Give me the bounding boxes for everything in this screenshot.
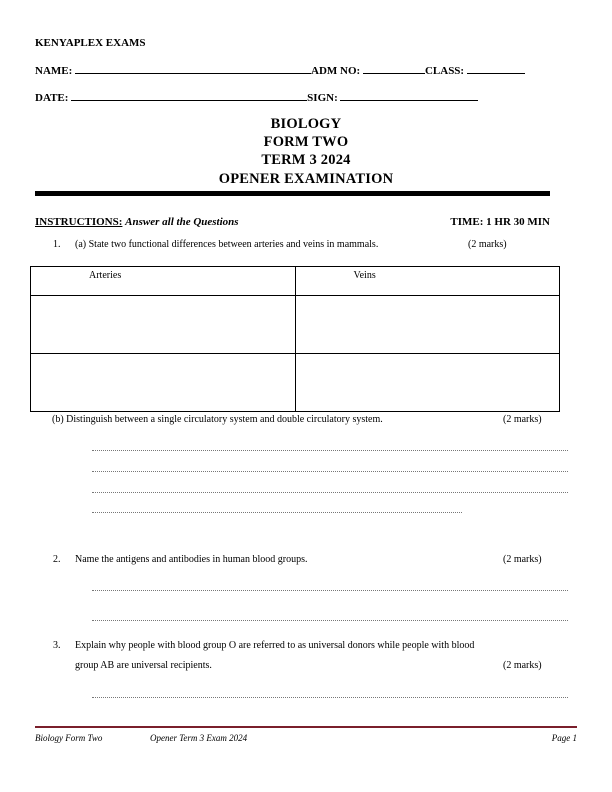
footer-rule — [35, 726, 577, 728]
answer-line[interactable] — [92, 471, 568, 472]
instructions-text: Answer all the Questions — [125, 216, 239, 228]
answer-line[interactable] — [92, 620, 568, 621]
answer-cell[interactable] — [31, 296, 296, 354]
q2-number: 2. — [53, 554, 61, 565]
q1b-text: (b) Distinguish between a single circulatory system and double circulatory system. — [52, 414, 383, 425]
answer-line[interactable] — [92, 512, 462, 513]
answer-cell[interactable] — [295, 296, 560, 354]
q3-marks: (2 marks) — [503, 660, 542, 671]
answer-cell[interactable] — [295, 354, 560, 412]
instructions — [35, 216, 239, 228]
name-field[interactable] — [75, 63, 311, 74]
title-term: TERM 3 2024 — [261, 152, 351, 168]
title-form: FORM TWO — [263, 134, 349, 150]
table-header-row — [31, 267, 560, 296]
q1-number: 1. — [53, 239, 61, 250]
title-rule — [35, 191, 550, 196]
date-label: DATE: — [35, 92, 69, 104]
q2-text: Name the antigens and antibodies in human blood groups. — [75, 554, 308, 565]
q1a-text: (a) State two functional differences between arteries and veins in mammals. — [75, 239, 379, 250]
class-field[interactable] — [467, 63, 525, 74]
table-header-veins: Veins — [295, 267, 560, 296]
title-subject: BIOLOGY — [270, 116, 342, 132]
footer-exam: Opener Term 3 Exam 2024 — [150, 733, 248, 743]
q2-marks: (2 marks) — [503, 554, 542, 565]
q1b-marks: (2 marks) — [503, 414, 542, 425]
table-header-arteries: Arteries — [31, 267, 296, 296]
adm-label: ADM NO: — [311, 65, 361, 77]
answer-line[interactable] — [92, 590, 568, 591]
date-sign-row — [35, 90, 560, 104]
q1a-marks: (2 marks) — [468, 239, 507, 250]
date-field[interactable] — [71, 90, 307, 101]
table-row — [31, 296, 560, 354]
organization-name: KENYAPLEX EXAMS — [35, 37, 146, 49]
arteries-veins-table — [30, 266, 560, 412]
answer-line[interactable] — [92, 450, 568, 451]
title-exam: OPENER EXAMINATION — [218, 171, 394, 187]
q3-number: 3. — [53, 640, 61, 651]
sign-label: SIGN: — [307, 92, 338, 104]
time-allowed: TIME: 1 HR 30 MIN — [450, 216, 550, 228]
instructions-label: INSTRUCTIONS: — [35, 216, 123, 228]
sign-field[interactable] — [340, 90, 478, 101]
name-label: NAME: — [35, 65, 73, 77]
footer-subject: Biology Form Two — [35, 733, 103, 743]
q3-text-line2: group AB are universal recipients. — [75, 660, 212, 671]
q3-text-line1: Explain why people with blood group O are referred to as universal donors while people with blood — [75, 640, 475, 651]
footer-page-number: Page 1 — [551, 733, 577, 743]
table-row — [31, 354, 560, 412]
answer-cell[interactable] — [31, 354, 296, 412]
class-label: CLASS: — [424, 65, 465, 77]
adm-field[interactable] — [363, 63, 425, 74]
answer-line[interactable] — [92, 697, 568, 698]
name-adm-class-row — [35, 63, 560, 77]
answer-line[interactable] — [92, 492, 568, 493]
